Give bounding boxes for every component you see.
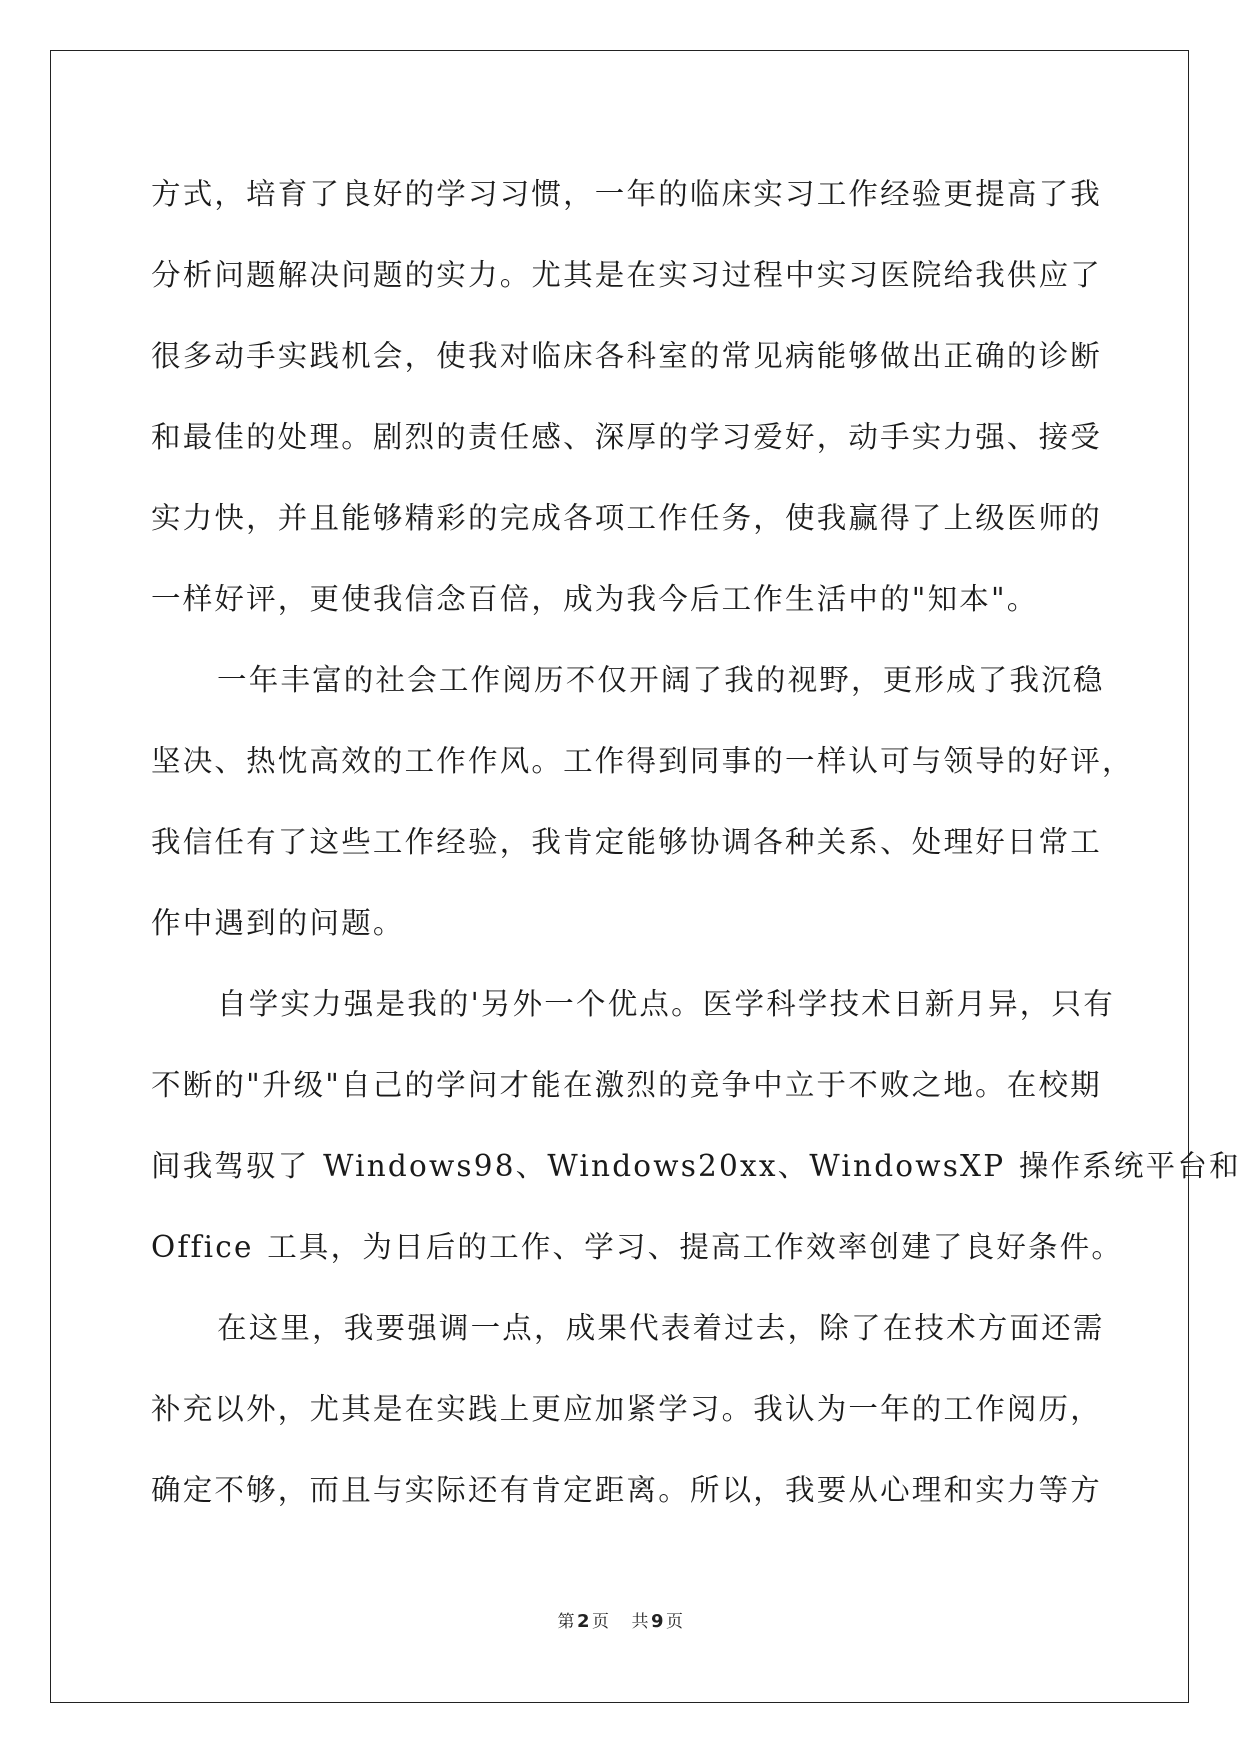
- page-footer: [0, 1607, 1241, 1632]
- text-line: 补充以外，尤其是在实践上更应加紧学习。我认为一年的工作阅历，: [151, 1392, 1103, 1426]
- text-line: 方式，培育了良好的学习习惯，一年的临床实习工作经验更提高了我: [151, 177, 1103, 211]
- page-total: 9: [651, 1611, 665, 1632]
- page-suffix: 页: [592, 1612, 610, 1632]
- page-current: 2: [576, 1611, 590, 1632]
- text-line: 很多动手实践机会，使我对临床各科室的常见病能够做出正确的诊断: [151, 339, 1103, 373]
- text-line: 不断的"升级"自己的学问才能在激烈的竞争中立于不败之地。在校期: [151, 1068, 1102, 1102]
- text-line: 确定不够，而且与实际还有肯定距离。所以，我要从心理和实力等方: [151, 1473, 1103, 1507]
- text-line: 实力快，并且能够精彩的完成各项工作任务，使我赢得了上级医师的: [151, 501, 1103, 535]
- text-line: Office 工具，为日后的工作、学习、提高工作效率创建了良好条件。: [151, 1230, 1124, 1264]
- document-body: [151, 164, 1241, 1541]
- text-line: 间我驾驭了 Windows98、Windows20xx、WindowsXP 操作系统平台和: [151, 1149, 1241, 1183]
- text-line: 我信任有了这些工作经验，我肯定能够协调各种关系、处理好日常工: [151, 825, 1103, 859]
- text-line: 坚决、热忱高效的工作作风。工作得到同事的一样认可与领导的好评，: [151, 744, 1134, 778]
- total-suffix: 页: [666, 1612, 684, 1632]
- paragraph-first-line: 自学实力强是我的'另外一个优点。医学科学技术日新月异，只有: [217, 987, 1115, 1021]
- page-prefix: 第: [557, 1612, 575, 1632]
- text-line: 作中遇到的问题。: [151, 906, 405, 940]
- text-line: 分析问题解决问题的实力。尤其是在实习过程中实习医院给我供应了: [151, 258, 1103, 292]
- text-line: 一样好评，更使我信念百倍，成为我今后工作生活中的"知本"。: [151, 582, 1039, 616]
- total-prefix: 共: [631, 1612, 649, 1632]
- text-line: 和最佳的处理。剧烈的责任感、深厚的学习爱好，动手实力强、接受: [151, 420, 1103, 454]
- paragraph-first-line: 一年丰富的社会工作阅历不仅开阔了我的视野，更形成了我沉稳: [217, 663, 1105, 697]
- paragraph-first-line: 在这里，我要强调一点，成果代表着过去，除了在技术方面还需: [217, 1311, 1105, 1345]
